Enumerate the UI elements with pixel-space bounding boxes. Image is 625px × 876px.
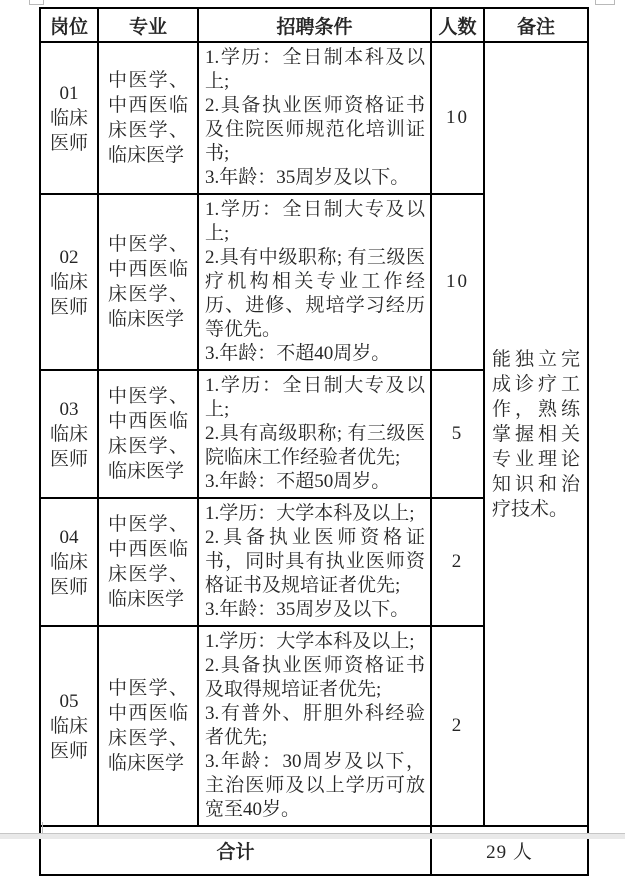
post-cell bbox=[40, 626, 98, 826]
count-cell: 5 bbox=[431, 370, 484, 498]
condition-item: 1.学历：全日制本科及以上; bbox=[205, 47, 425, 92]
major-cell bbox=[98, 626, 198, 826]
conditions-cell bbox=[198, 626, 431, 826]
count-cell: 10 bbox=[431, 194, 484, 370]
count-cell: 2 bbox=[431, 498, 484, 626]
post-code: 01 bbox=[59, 82, 79, 104]
major-text: 中医学、中西医临床医学、临床医学 bbox=[108, 70, 188, 166]
major-cell bbox=[98, 370, 198, 498]
bottom-scrollbar-strip bbox=[0, 833, 625, 839]
major-cell bbox=[98, 42, 198, 194]
major-cell bbox=[98, 498, 198, 626]
condition-item: 2.具有高级职称; 有三级医院临床工作经验者优先; bbox=[205, 423, 425, 468]
post-code: 04 bbox=[59, 526, 79, 548]
count-cell: 10 bbox=[431, 42, 484, 194]
condition-item: 2.具有中级职称; 有三级医疗机构相关专业工作经历、进修、规培学习经历等优先。 bbox=[205, 247, 425, 340]
header-post: 岗位 bbox=[40, 8, 98, 42]
table-row bbox=[40, 42, 588, 194]
header-conditions: 招聘条件 bbox=[198, 8, 431, 42]
conditions-cell bbox=[198, 370, 431, 498]
major-text: 中医学、中西医临床医学、临床医学 bbox=[108, 678, 188, 774]
total-label: 合计 bbox=[40, 826, 431, 875]
major-cell bbox=[98, 194, 198, 370]
header-remark: 备注 bbox=[484, 8, 588, 42]
condition-item: 2.具备执业医师资格证书，同时具有执业医师资格证书及规培证者优先; bbox=[205, 527, 425, 596]
major-text: 中医学、中西医临床医学、临床医学 bbox=[108, 514, 188, 610]
major-text: 中医学、中西医临床医学、临床医学 bbox=[108, 234, 188, 330]
condition-item: 3.年龄：不超50周岁。 bbox=[205, 471, 391, 492]
selection-handle-top-right bbox=[595, 0, 615, 5]
condition-item: 2.具备执业医师资格证书及住院医师规范化培训证书; bbox=[205, 95, 425, 164]
post-cell bbox=[40, 42, 98, 194]
conditions-cell bbox=[198, 498, 431, 626]
remark-cell bbox=[484, 42, 588, 826]
total-value: 29 人 bbox=[431, 826, 588, 875]
condition-item: 1.学历：大学本科及以上; bbox=[205, 631, 415, 652]
selection-handle-top-left bbox=[29, 0, 44, 5]
condition-item: 2.具备执业医师资格证书及取得规培证者优先; bbox=[205, 655, 425, 700]
post-code: 05 bbox=[59, 690, 79, 712]
recruitment-table bbox=[39, 7, 589, 876]
post-title: 临床医师 bbox=[49, 423, 88, 470]
post-title: 临床医师 bbox=[49, 107, 88, 154]
condition-item: 3.年龄：30周岁及以下，主治医师及以上学历可放宽至40岁。 bbox=[205, 751, 425, 820]
post-cell bbox=[40, 498, 98, 626]
post-title: 临床医师 bbox=[49, 715, 88, 762]
condition-item: 1.学历：全日制大专及以上; bbox=[205, 375, 425, 420]
post-cell bbox=[40, 194, 98, 370]
condition-item: 1.学历：全日制大专及以上; bbox=[205, 199, 425, 244]
remark-text: 能独立完成诊疗工作，熟练掌握相关专业理论知识和治疗技术。 bbox=[492, 348, 580, 520]
count-cell: 2 bbox=[431, 626, 484, 826]
table-header-row bbox=[40, 8, 588, 42]
post-cell bbox=[40, 370, 98, 498]
conditions-cell bbox=[198, 194, 431, 370]
major-text: 中医学、中西医临床医学、临床医学 bbox=[108, 386, 188, 482]
condition-item: 3.有普外、肝胆外科经验者优先; bbox=[205, 703, 425, 748]
post-title: 临床医师 bbox=[49, 551, 88, 598]
header-major: 专业 bbox=[98, 8, 198, 42]
header-count: 人数 bbox=[431, 8, 484, 42]
conditions-cell bbox=[198, 42, 431, 194]
post-title: 临床医师 bbox=[49, 271, 88, 318]
post-code: 02 bbox=[59, 246, 79, 268]
condition-item: 3.年龄：35周岁及以下。 bbox=[205, 599, 410, 620]
post-code: 03 bbox=[59, 398, 79, 420]
condition-item: 3.年龄：35周岁及以下。 bbox=[205, 167, 410, 188]
condition-item: 3.年龄：不超40周岁。 bbox=[205, 343, 391, 364]
condition-item: 1.学历：大学本科及以上; bbox=[205, 503, 415, 524]
